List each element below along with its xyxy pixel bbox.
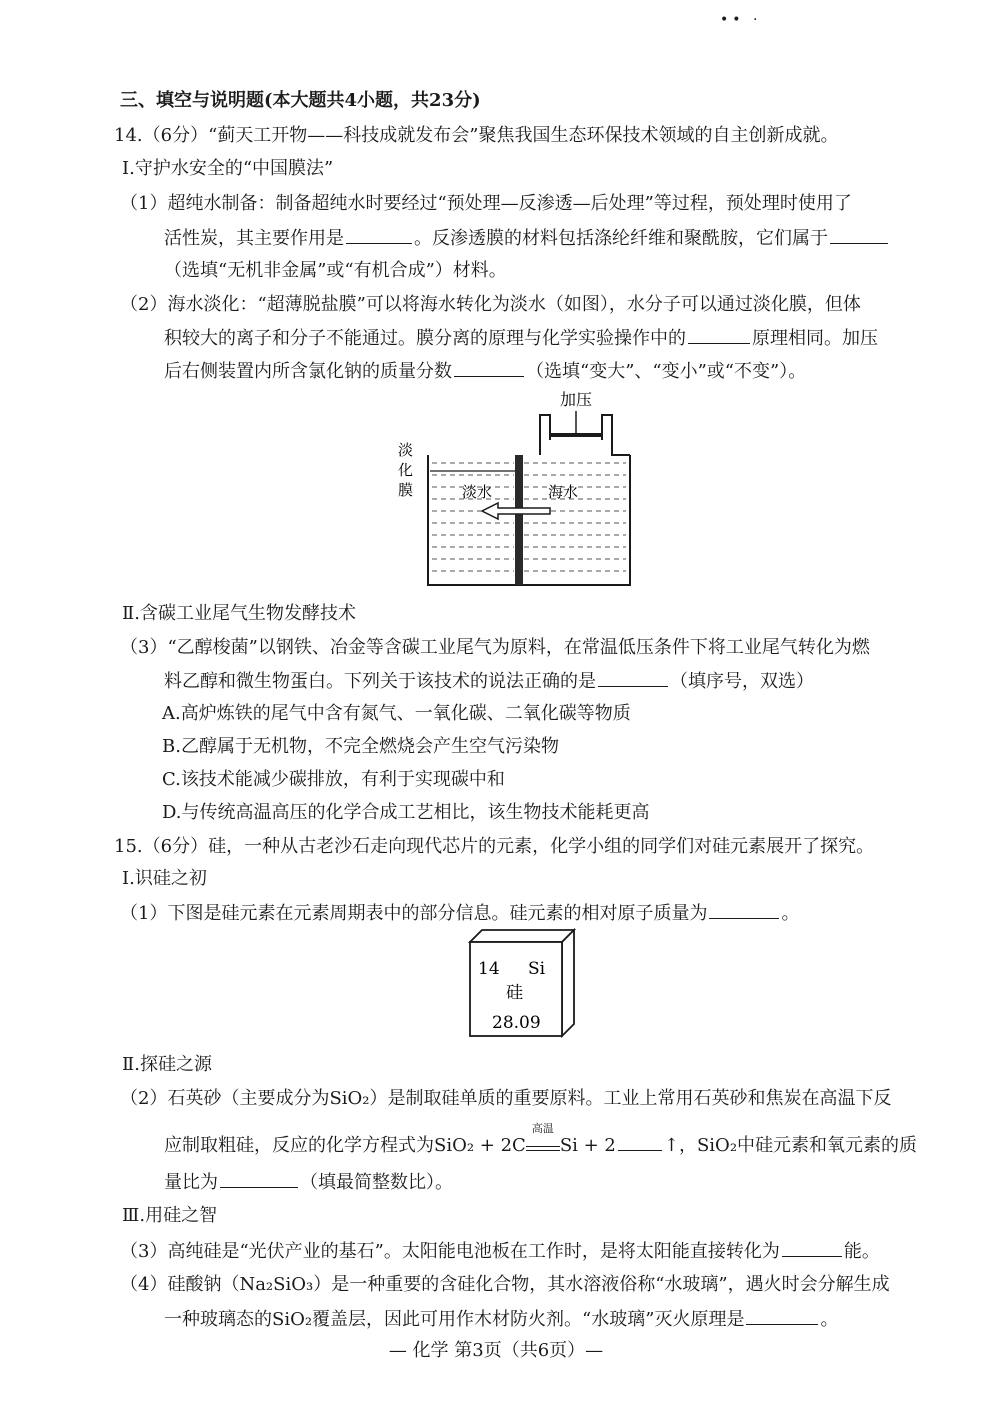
q15-p2-text-b: （填最简整数比）。	[300, 1172, 453, 1193]
element-symbol: Si	[528, 959, 546, 979]
answer-blank[interactable]	[830, 225, 888, 244]
answer-blank[interactable]	[598, 668, 668, 687]
q15-p1-text-a: （1）下图是硅元素在元素周期表中的部分信息。硅元素的相对原子质量为	[120, 903, 708, 924]
fresh-water-label: 淡水	[462, 483, 493, 501]
answer-blank[interactable]	[454, 358, 524, 377]
q14-part2-title: Ⅱ.含碳工业尾气生物发酵技术	[122, 603, 356, 624]
q14-p1-line1: （1）超纯水制备：制备超纯水时要经过“预处理—反渗透—后处理”等过程，预处理时使用了	[120, 193, 852, 214]
piston	[550, 433, 602, 437]
q15-p2-line3	[164, 1169, 453, 1196]
q15-p3-text-a: （3）高纯硅是“光伏产业的基石”。太阳能电池板在工作时，是将太阳能直接转化为	[120, 1241, 780, 1262]
membrane-label-3: 膜	[398, 481, 414, 499]
q14-p1-text-a: 活性炭，其主要作用是	[164, 228, 344, 249]
answer-blank[interactable]	[782, 1238, 842, 1257]
answer-blank[interactable]	[688, 325, 750, 344]
answer-blank[interactable]	[746, 1306, 818, 1325]
water-surface	[432, 463, 626, 571]
answer-blank[interactable]	[220, 1169, 298, 1188]
q15-p2-line1: （2）石英砂（主要成分为SiO₂）是制取硅单质的重要原料。工业上常用石英砂和焦炭在高温下反	[120, 1088, 892, 1109]
reaction-condition: 高温	[526, 1135, 560, 1151]
element-name: 硅	[506, 983, 523, 1003]
section-title: 三、填空与说明题(本大题共4小题，共23分)	[120, 90, 481, 111]
answer-blank[interactable]	[709, 900, 779, 919]
q15-p3	[120, 1238, 880, 1265]
q14-p2-text-c: 后右侧装置内所含氯化钠的质量分数	[164, 361, 452, 382]
q15-p4-text-b: 。	[820, 1309, 839, 1330]
membrane-label-1: 淡	[398, 441, 414, 459]
q14-p3-line2	[164, 668, 814, 695]
q14-p2-text-d: （选填“变大”、“变小”或“不变”）。	[526, 361, 807, 382]
q14-p2-line2	[164, 325, 878, 352]
q14-part1-title: Ⅰ.守护水安全的“中国膜法”	[122, 158, 334, 179]
option-d: D.与传统高温高压的化学合成工艺相比，该生物技术能耗更高	[162, 802, 650, 823]
q15-p4-line1: （4）硅酸钠（Na₂SiO₃）是一种重要的含硅化合物，其水溶液俗称“水玻璃”，遇火时会分解生成	[120, 1274, 890, 1295]
pressure-label: 加压	[560, 390, 593, 409]
atomic-number: 14	[478, 959, 500, 979]
q14-p3-line1: （3）“乙醇梭菌”以钢铁、冶金等含碳工业尾气为原料，在常温低压条件下将工业尾气转化为燃	[120, 637, 870, 658]
membrane-label-2: 化	[398, 461, 414, 479]
q15-part3-title: Ⅲ.用硅之智	[122, 1205, 218, 1226]
q14-p2-line1: （2）海水淡化：“超薄脱盐膜”可以将海水转化为淡水（如图），水分子可以通过淡化膜，但体	[120, 294, 861, 315]
desalination-diagram	[390, 385, 650, 595]
q15-p1-text-b: 。	[781, 903, 800, 924]
q14-p1-line3: （选填“无机非金属”或“有机合成”）材料。	[164, 260, 507, 281]
q15-p4-text-a: 一种玻璃态的SiO₂覆盖层，因此可用作木材防火剂。“水玻璃”灭火原理是	[164, 1309, 745, 1330]
atomic-mass: 28.09	[492, 1013, 541, 1033]
corner-marks: •• ·	[720, 12, 762, 28]
q15-p2-line2	[164, 1122, 918, 1159]
q14-p1-text-b: 。反渗透膜的材料包括涤纶纤维和聚酰胺，它们属于	[414, 228, 828, 249]
option-c: C.该技术能减少碳排放，有利于实现碳中和	[162, 769, 505, 790]
membrane	[515, 455, 523, 585]
pipe-left	[540, 415, 550, 455]
element-tile-silicon	[468, 928, 578, 1040]
q15-equation-tail: ↑，SiO₂中硅元素和氧元素的质	[663, 1135, 918, 1156]
q14-p2-text-a: 积较大的离子和分子不能通过。膜分离的原理与化学实验操作中的	[164, 328, 686, 349]
q14-stem: 14.（6分）“蓟天工开物——科技成就发布会”聚焦我国生态环保技术领域的自主创新成就。	[114, 125, 839, 146]
q14-p1-line2	[164, 225, 890, 252]
sea-water-label: 海水	[548, 483, 579, 501]
option-b: B.乙醇属于无机物，不完全燃烧会产生空气污染物	[162, 736, 559, 757]
q15-part1-title: Ⅰ.识硅之初	[122, 868, 207, 889]
q14-p3-text-a: 料乙醇和微生物蛋白。下列关于该技术的说法正确的是	[164, 671, 596, 692]
q14-p3-text-b: （填序号，双选）	[670, 671, 814, 692]
q15-equation-left: 应制取粗硅，反应的化学方程式为SiO₂ + 2C	[164, 1135, 526, 1156]
q15-equation-right: Si + 2	[559, 1135, 616, 1156]
q15-p4-line2	[164, 1306, 838, 1333]
q14-p2-line3	[164, 358, 806, 385]
q15-p2-text-a: 量比为	[164, 1172, 218, 1193]
q14-p2-text-b: 原理相同。加压	[752, 328, 878, 349]
q15-stem: 15.（6分）硅，一种从古老沙石走向现代芯片的元素，化学小组的同学们对硅元素展开了探究。	[114, 836, 875, 857]
option-a: A.高炉炼铁的尾气中含有氮气、一氧化碳、二氧化碳等物质	[162, 703, 631, 724]
q15-part2-title: Ⅱ.探硅之源	[122, 1054, 212, 1075]
page-footer: — 化学 第3页（共6页）—	[388, 1340, 604, 1361]
answer-blank[interactable]	[618, 1132, 662, 1151]
answer-blank[interactable]	[346, 225, 412, 244]
q15-p1	[120, 900, 799, 927]
pipe-right	[602, 415, 630, 455]
q15-p3-text-b: 能。	[843, 1241, 880, 1262]
